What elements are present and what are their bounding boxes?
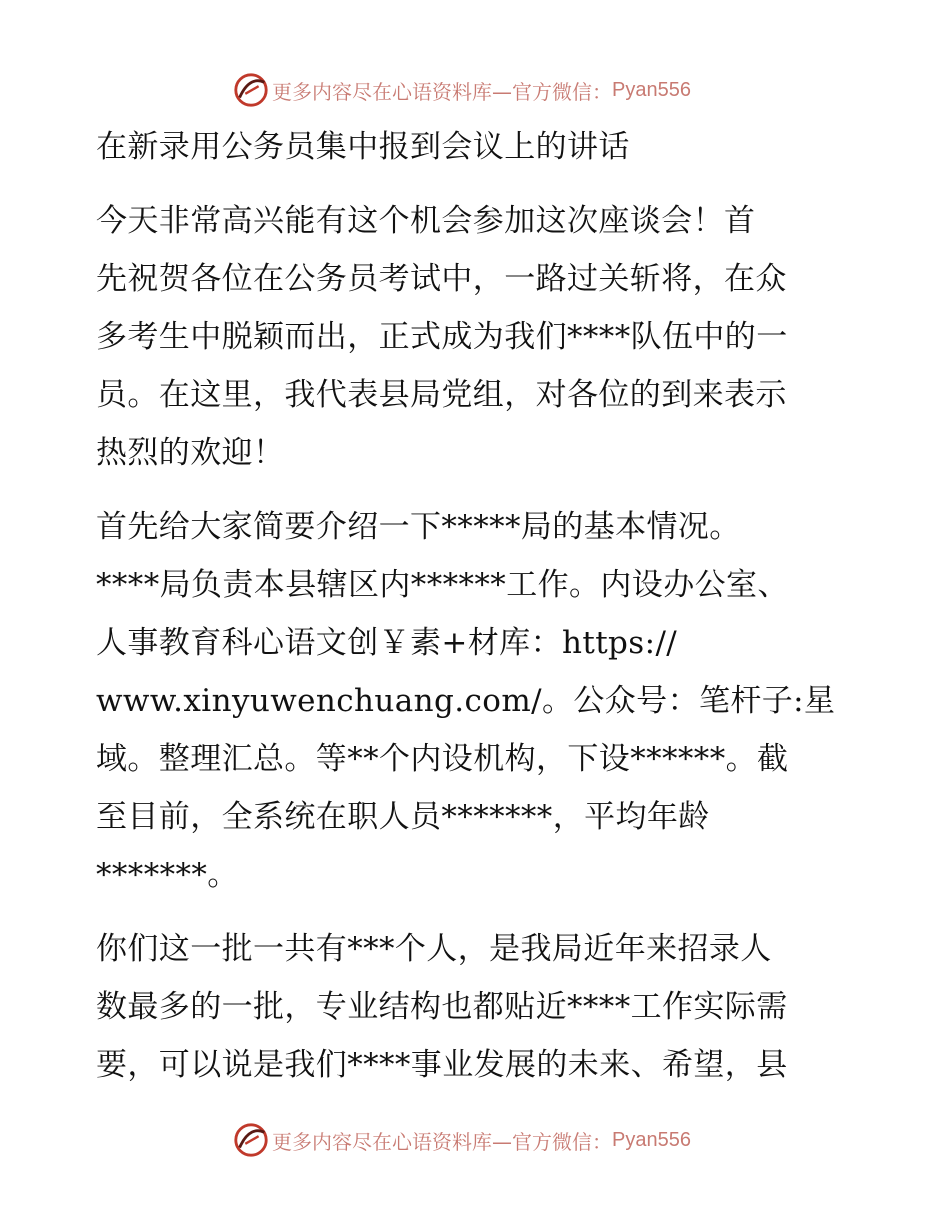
text-line: 首先给大家简要介绍一下*****局的基本情况。 (96, 509, 741, 545)
document-title: 在新录用公务员集中报到会议上的讲话 (96, 129, 630, 165)
text-line: 要，可以说是我们****事业发展的未来、希望，县 (96, 1047, 788, 1083)
banner-text: 更多内容尽在心语资料库—官方微信： (272, 1129, 612, 1154)
header-watermark-banner (232, 70, 712, 110)
text-line: 今天非常高兴能有这个机会参加这次座谈会！首 (96, 203, 756, 239)
text-line: 数最多的一批，专业结构也都贴近****工作实际需 (96, 989, 788, 1025)
text-line: 先祝贺各位在公务员考试中，一路过关斩将，在众 (96, 261, 787, 297)
text-line: *******。 (96, 857, 239, 893)
footer-watermark-banner (232, 1120, 712, 1160)
text-line: www.xinyuwenchuang.com/。公众号：笔杆子:星 (96, 683, 836, 719)
text-line: 多考生中脱颖而出，正式成为我们****队伍中的一 (96, 319, 788, 355)
text-line: 域。整理汇总。等**个内设机构，下设******。截 (96, 741, 789, 777)
brand-logo-icon (232, 1121, 270, 1159)
text-line: 至目前，全系统在职人员*******，平均年龄 (96, 799, 710, 835)
banner-wechat-id: Pyan556 (612, 78, 691, 101)
banner-wechat-id: Pyan556 (612, 1128, 691, 1151)
text-line: ****局负责本县辖区内******工作。内设办公室、 (96, 567, 789, 603)
text-line: 员。在这里，我代表县局党组，对各位的到来表示 (96, 377, 787, 413)
text-line: 热烈的欢迎！ (96, 435, 285, 471)
brand-logo-icon (232, 71, 270, 109)
text-line: 人事教育科心语文创￥素+材库：https:// (96, 625, 678, 661)
text-line: 你们这一批一共有***个人，是我局近年来招录人 (96, 931, 772, 967)
banner-text: 更多内容尽在心语资料库—官方微信： (272, 79, 612, 104)
